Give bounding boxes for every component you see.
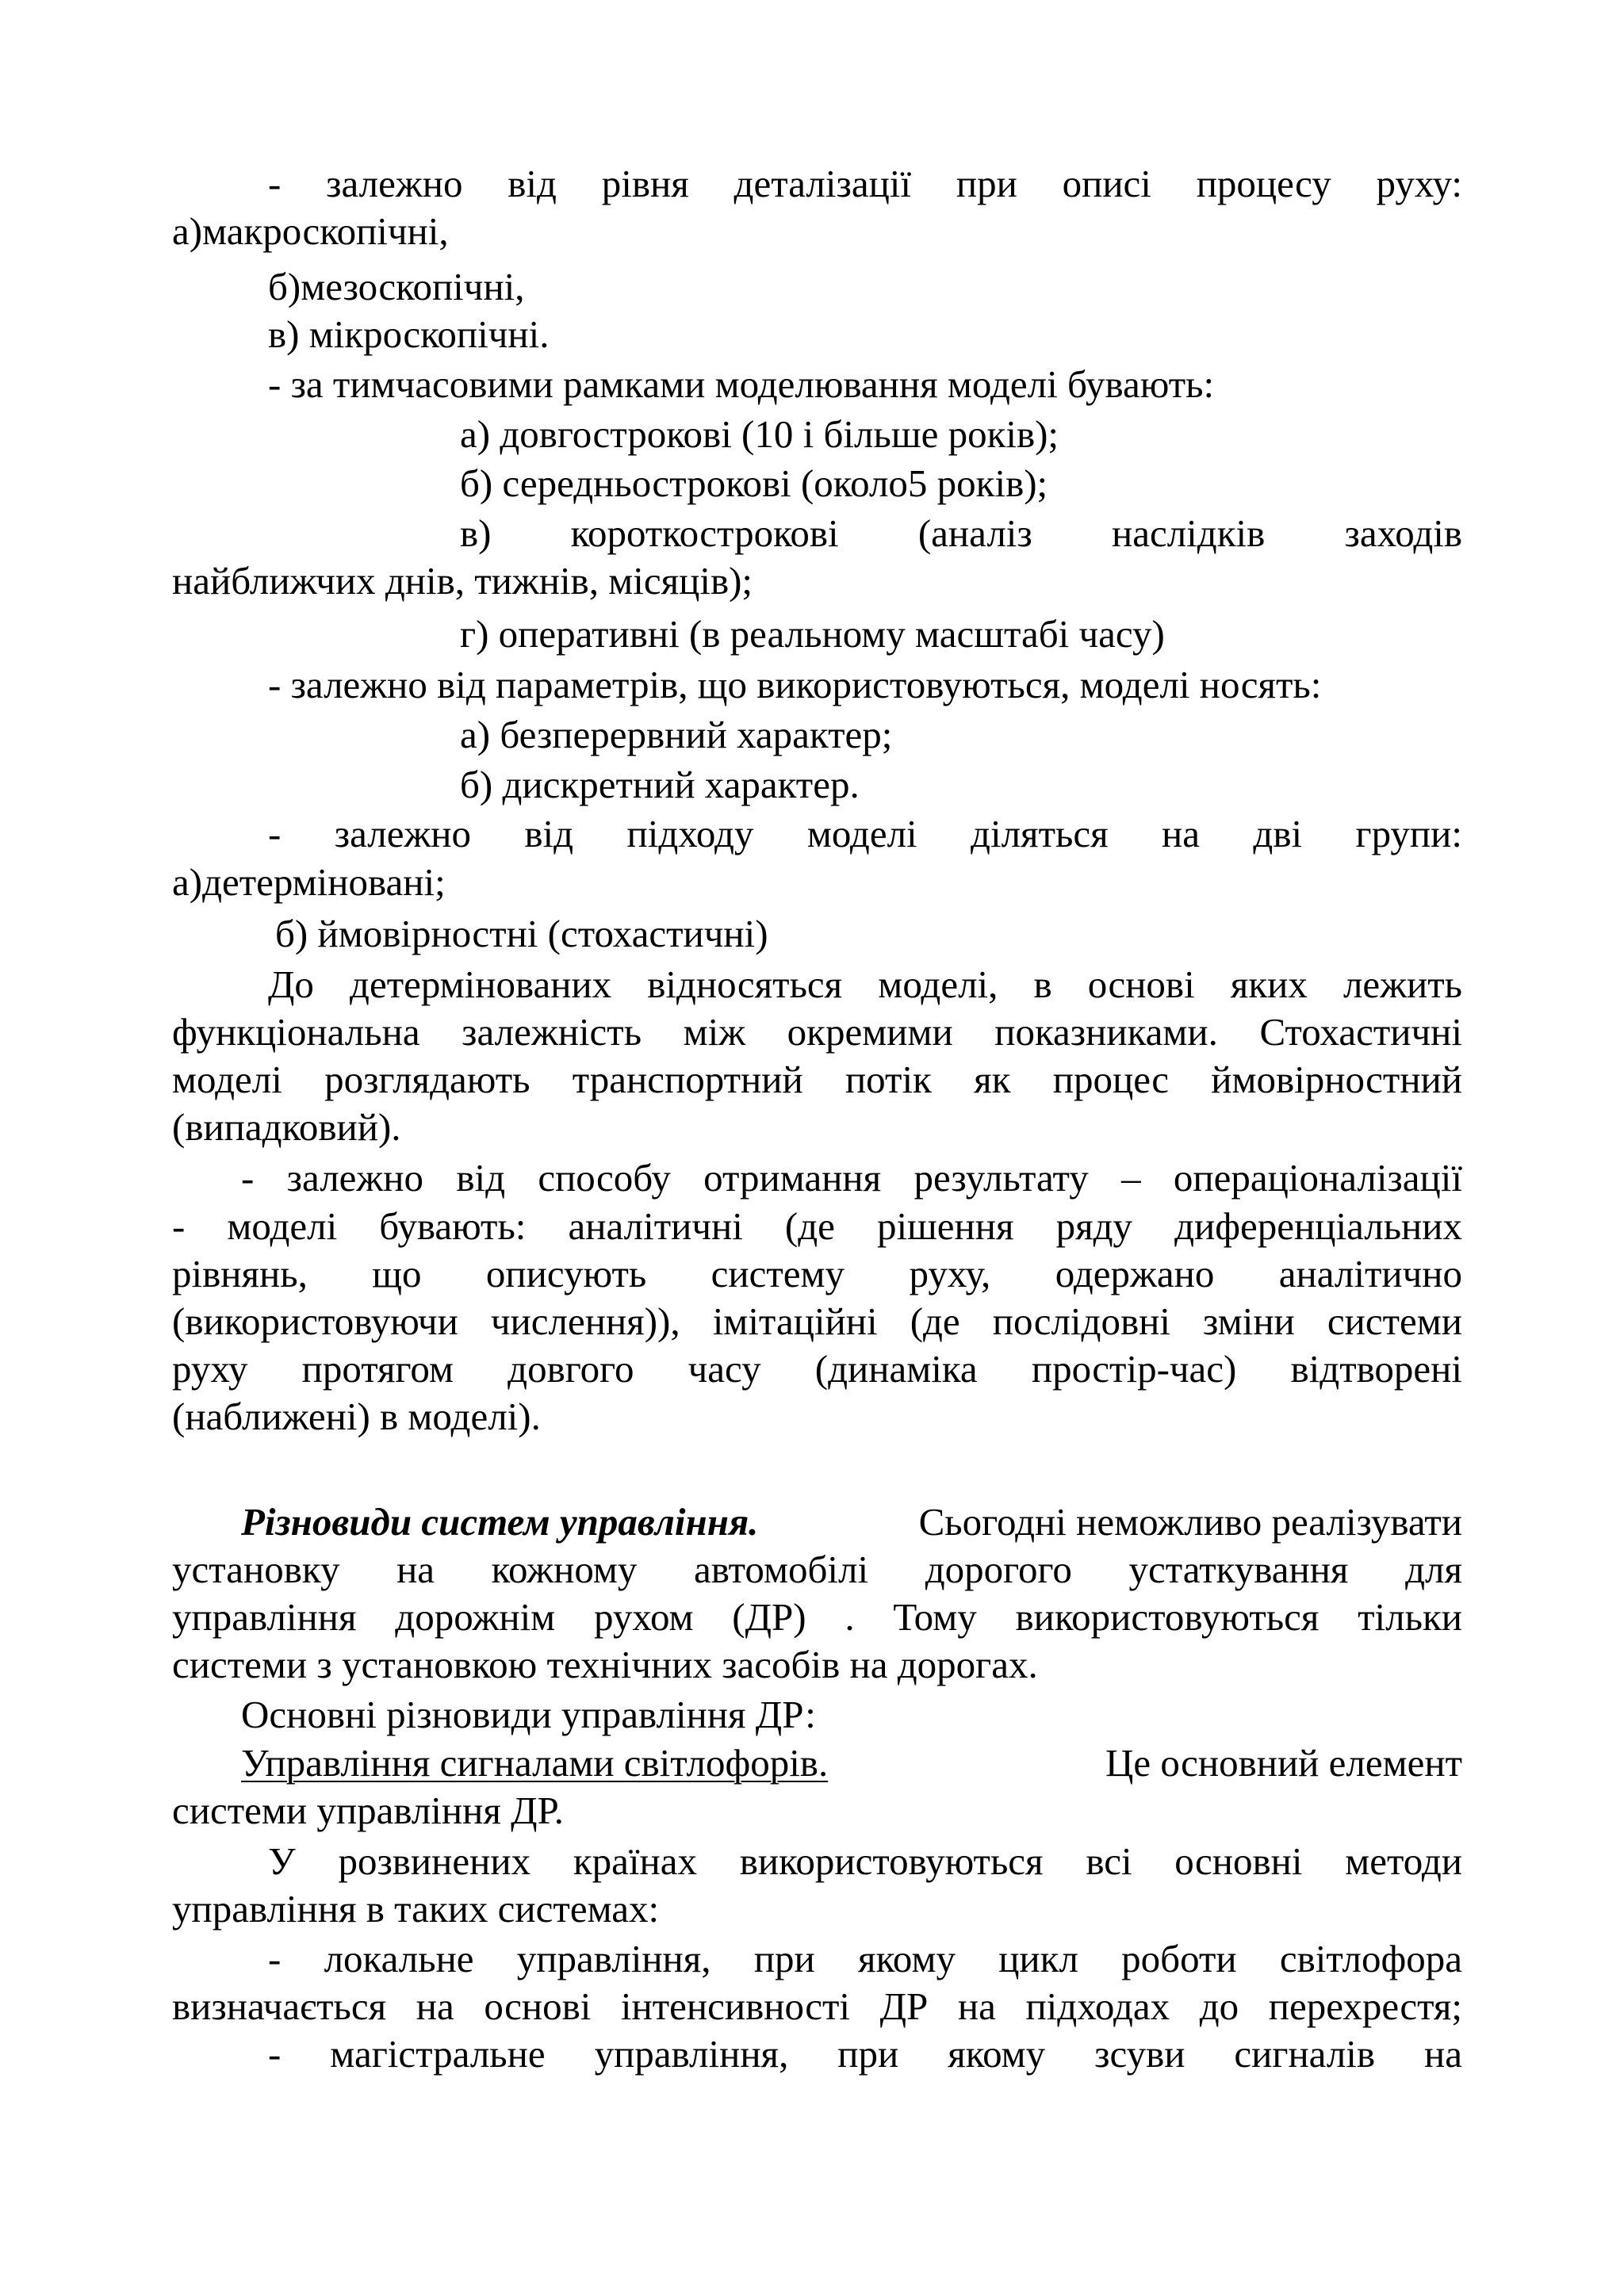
text-line: - моделі бувають: аналітичні (де рішення ряду диференціальних (172, 1204, 1462, 1248)
text-line: У розвинених країнах використовуються всі основні методи (268, 1839, 1462, 1883)
section-heading: Різновиди систем управління. (241, 1500, 759, 1544)
text-line: системи управління ДР. (172, 1789, 564, 1832)
text-line: управління в таких системах: (172, 1887, 660, 1931)
text-line: (наближені) в моделі). (172, 1395, 541, 1438)
text-line: руху протягом довгого часу (динаміка простір-час) відтворені (172, 1347, 1462, 1391)
text-line: - залежно від підходу моделі діляться на дві групи: (268, 812, 1462, 855)
text-line: найближчих днів, тижнів, місяців); (172, 559, 753, 603)
text-line: г) оперативні (в реальному масштабі часу) (460, 612, 1165, 656)
underlined-term: Управління сигналами світлофорів. (241, 1741, 829, 1785)
text-line: б) дискретний характер. (460, 763, 860, 806)
text-line: - залежно від рівня деталізації при описі процесу руху: (268, 162, 1462, 205)
text-line: До детермінованих відносяться моделі, в основі яких лежить (268, 962, 1462, 1006)
text-line: (використовуючи числення)), імітаційні (де послідовні зміни системи (172, 1299, 1462, 1343)
text-line: а) безперервний характер; (460, 713, 893, 756)
text-line: б) ймовірностні (стохастичні) (275, 912, 768, 955)
text-line: в) мікроскопічні. (268, 312, 550, 356)
text-line: - залежно від способу отримання результату – операціоналізації (241, 1156, 1462, 1200)
text-line: визначається на основі інтенсивності ДР на підходах до перехрестя; (172, 1984, 1462, 2028)
text-line: - магістральне управління, при якому зсуви сигналів на (268, 2032, 1462, 2076)
text-line: установку на кожному автомобілі дорогого устаткування для (172, 1548, 1462, 1591)
underlined-paragraph-start (241, 1739, 1462, 1787)
text-line: Це основний елемент (1105, 1741, 1462, 1785)
text-line: в) короткострокові (аналіз наслідків заходів (460, 511, 1462, 555)
text-line: рівнянь, що описують систему руху, одержано аналітично (172, 1252, 1462, 1295)
text-line: - залежно від параметрів, що використовуються, моделі носять: (268, 663, 1322, 706)
text-line: а)детерміновані; (172, 860, 446, 904)
text-line: Основні різновиди управління ДР: (241, 1693, 816, 1736)
text-line: а) довгострокові (10 і більше років); (460, 412, 1059, 456)
text-line: Сьогодні неможливо реалізувати (918, 1500, 1462, 1544)
text-line: функціональна залежність між окремими показниками. Стохастичні (172, 1010, 1462, 1054)
text-line: (випадковий). (172, 1105, 401, 1149)
text-line: моделі розглядають транспортний потік як процес ймовірностний (172, 1058, 1462, 1101)
text-line: б) середньострокові (около5 років); (460, 461, 1048, 505)
text-line: - локальне управління, при якому цикл роботи світлофора (268, 1937, 1462, 1980)
text-line: а)макроскопічні, (172, 209, 449, 253)
section-paragraph-start (241, 1498, 1462, 1546)
text-line: - за тимчасовими рамками моделювання моделі бувають: (268, 362, 1215, 406)
text-line: б)мезоскопічні, (268, 265, 525, 308)
text-line: управління дорожнім рухом (ДР) . Тому використовуються тільки (172, 1595, 1462, 1639)
text-line: системи з установкою технічних засобів на дорогах. (172, 1643, 1038, 1686)
